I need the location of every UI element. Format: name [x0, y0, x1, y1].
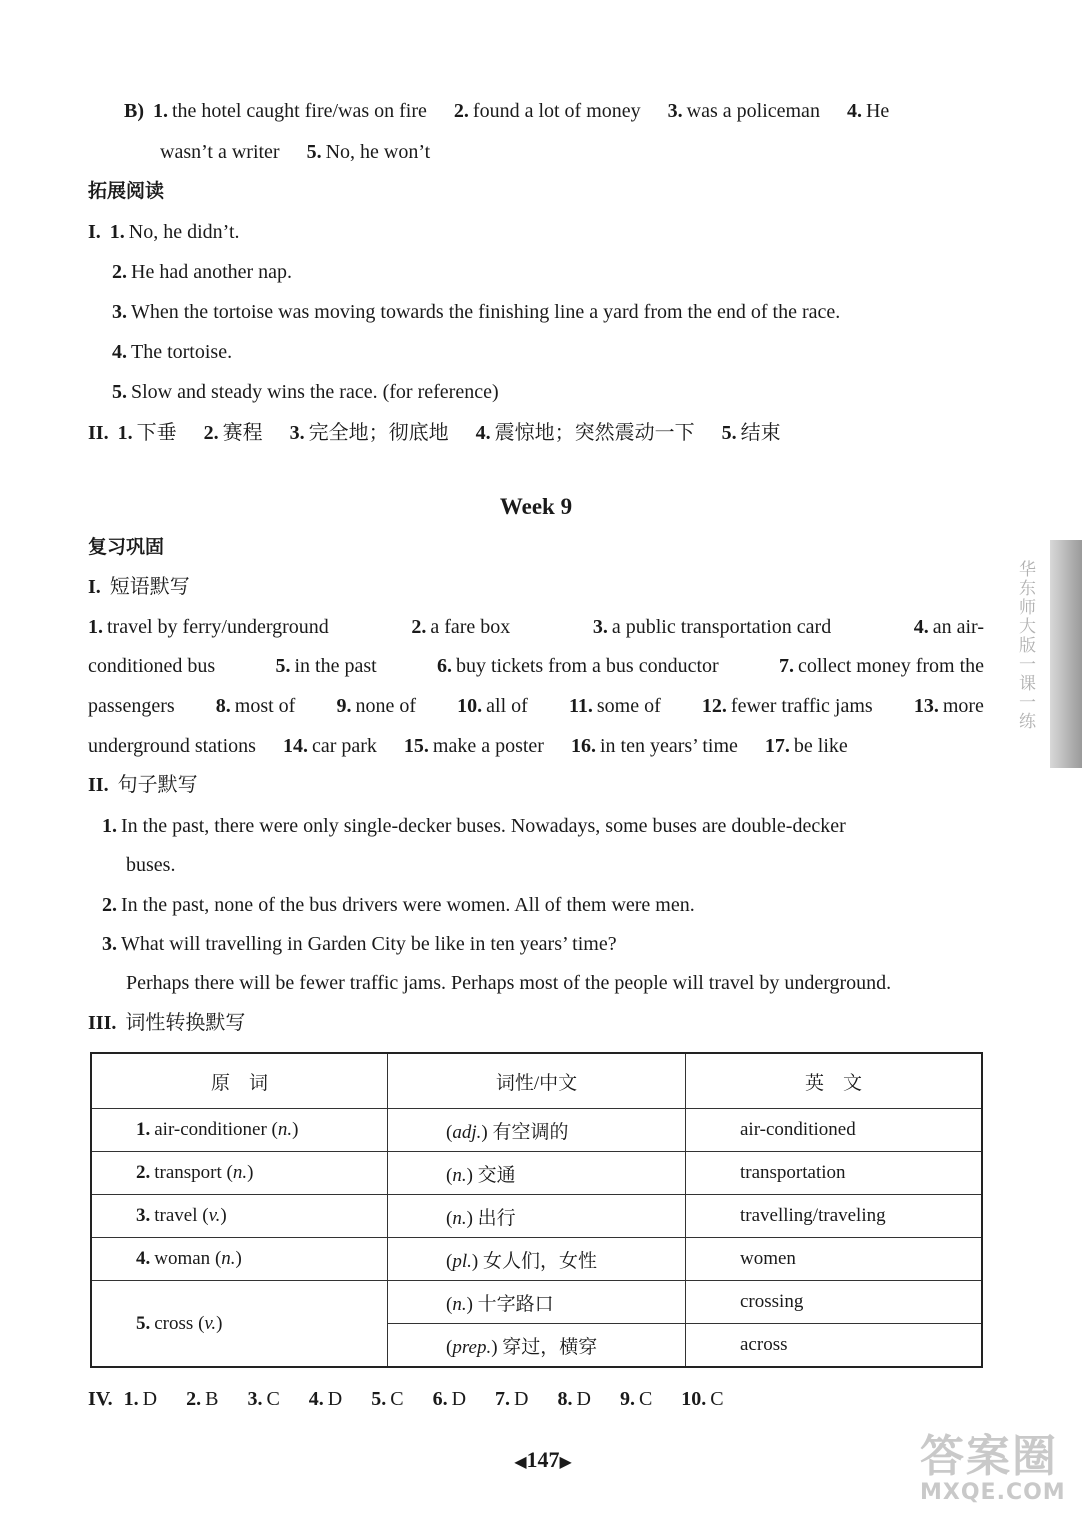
cell-english: travelling/traveling [686, 1195, 983, 1238]
watermark-logo: 答案圈 MXQE.COM [920, 1431, 1066, 1505]
table-row [91, 1109, 982, 1152]
cell-word: 2. transport (n.) [91, 1152, 388, 1195]
table-header-row [91, 1053, 982, 1109]
left-triangle-icon: ◀ [514, 1454, 527, 1471]
mc-answers: IV. 1. D 2. B 3. C 4. D 5. C 6. D 7. D 8. D 9. C 10. C [88, 1388, 724, 1410]
part-b-line-2: wasn’t a writer 5. No, he won’t [160, 141, 431, 163]
cell-word: 5. cross (v.) [91, 1281, 388, 1368]
cell-english: crossing [686, 1281, 983, 1324]
phrase-line-3: passengers 8. most of 9. none of 10. all of 11. some of 12. fewer traffic jams 13. more [88, 695, 984, 717]
sentence-1: 1. In the past, there were only single-decker buses. Nowadays, some buses are double-decker [102, 815, 846, 837]
ext-I-item-5: 5. Slow and steady wins the race. (for reference) [112, 381, 499, 403]
word-form-table [90, 1052, 983, 1368]
col-header-english: 英 文 [686, 1053, 983, 1109]
part-b-line-1: B) 1. the hotel caught fire/was on fire 2. found a lot of money 3. was a policeman 4. He [124, 100, 890, 122]
review-heading: 复习巩固 [88, 536, 165, 558]
table-row [91, 1152, 982, 1195]
sentence-2: 2. In the past, none of the bus drivers were women. All of them were men. [102, 894, 695, 916]
sentence-3: 3. What will travelling in Garden City be like in ten years’ time? [102, 933, 617, 955]
sentence-3-cont: Perhaps there will be fewer traffic jams. Perhaps most of the people will travel by underground. [126, 972, 892, 994]
side-tab-bar [1050, 540, 1082, 768]
sentence-section-title: II. 句子默写 [88, 774, 198, 796]
side-tab-text: 华东师大版一课一练 [1015, 560, 1035, 731]
ext-I-item-4: 4. The tortoise. [112, 341, 233, 363]
col-header-original: 原 词 [91, 1053, 388, 1109]
phrase-section-title: I. 短语默写 [88, 576, 190, 598]
wordform-section-title: III. 词性转换默写 [88, 1012, 246, 1034]
cell-english: across [686, 1324, 983, 1368]
cell-pos: (n.) 交通 [388, 1152, 686, 1195]
page-number: ◀147▶ [514, 1447, 572, 1472]
cell-english: transportation [686, 1152, 983, 1195]
phrase-line-4: underground stations 14. car park 15. make a poster 16. in ten years’ time 17. be like [88, 735, 848, 757]
table-row [91, 1281, 982, 1324]
ext-I-item-2: 2. He had another nap. [112, 261, 293, 283]
table-row [91, 1238, 982, 1281]
cell-pos: (pl.) 女人们，女性 [388, 1238, 686, 1281]
ext-I-item-3: 3. When the tortoise was moving towards the finishing line a yard from the end of the race. [112, 301, 841, 323]
cell-pos: (adj.) 有空调的 [388, 1109, 686, 1152]
table-row [91, 1195, 982, 1238]
cell-pos: (n.) 十字路口 [388, 1281, 686, 1324]
ext-II-answers: II. 1. 下垂 2. 赛程 3. 完全地；彻底地 4. 震惊地；突然震动一下 5. 结束 [88, 422, 781, 444]
cell-pos: (n.) 出行 [388, 1195, 686, 1238]
week-title: Week 9 [499, 494, 573, 519]
ext-I-item-1: I. 1. No, he didn’t. [88, 221, 240, 243]
cell-word: 4. woman (n.) [91, 1238, 388, 1281]
ext-reading-heading: 拓展阅读 [88, 180, 165, 202]
sentence-1-cont: buses. [126, 854, 176, 876]
col-header-pos: 词性/中文 [388, 1053, 686, 1109]
phrase-line-1: 1. travel by ferry/underground 2. a fare box 3. a public transportation card 4. an air- [88, 616, 984, 638]
cell-pos: (prep.) 穿过，横穿 [388, 1324, 686, 1368]
cell-word: 3. travel (v.) [91, 1195, 388, 1238]
right-triangle-icon: ▶ [559, 1454, 572, 1471]
phrase-line-2: conditioned bus 5. in the past 6. buy tickets from a bus conductor 7. collect money from the [88, 655, 984, 677]
cell-english: air-conditioned [686, 1109, 983, 1152]
cell-word: 1. air-conditioner (n.) [91, 1109, 388, 1152]
cell-english: women [686, 1238, 983, 1281]
